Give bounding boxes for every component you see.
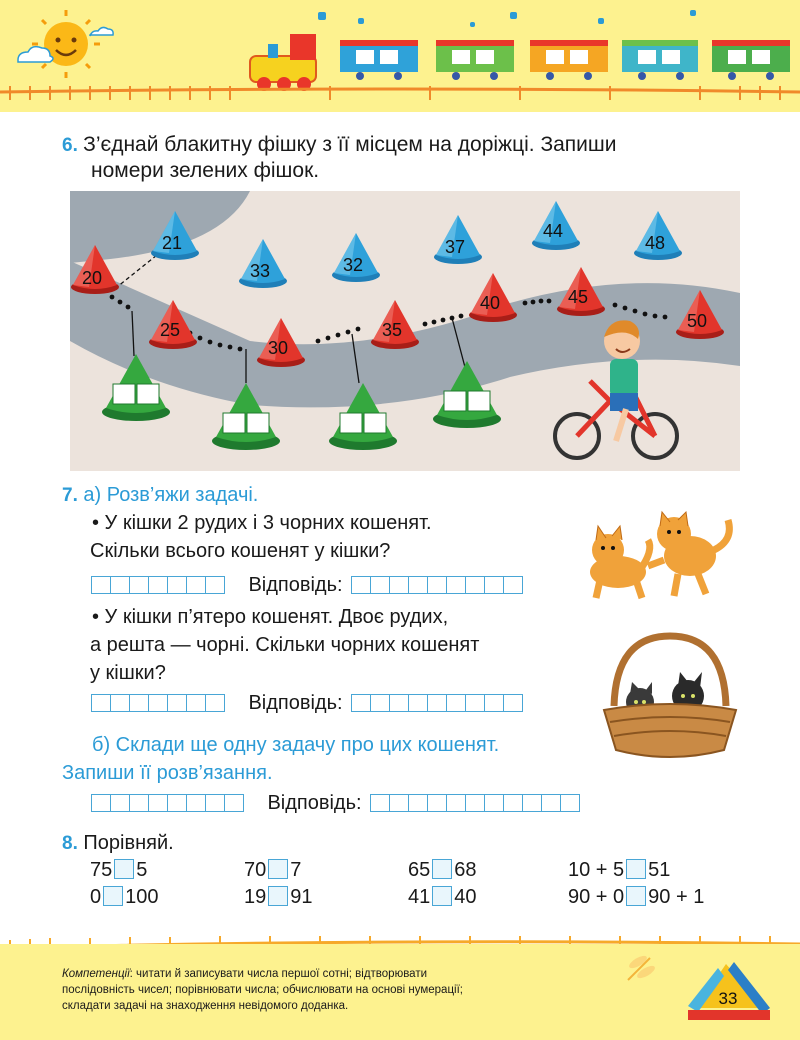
train-icon [250, 34, 790, 91]
blue-chip-label: 37 [445, 237, 466, 257]
problem3-answer-row [91, 792, 579, 815]
red-chip-label: 35 [382, 320, 403, 340]
compare-item: 90 + 0 90 + 1 [568, 886, 705, 908]
red-chip-label: 40 [480, 293, 501, 313]
task6-line2: номери зелених фішок. [91, 159, 320, 182]
task6-text [62, 132, 752, 158]
task6-line1: З’єднай блакитну фішку з її місцем на доріжці. Запиши [83, 133, 617, 156]
basket-with-black-kittens-icon [604, 636, 736, 757]
red-chip-label: 20 [82, 268, 103, 288]
problem1-line2: Скільки всього кошенят у кішки? [90, 540, 391, 562]
compare-item: 70 7 [244, 859, 302, 881]
ginger-kitten-icon [648, 512, 729, 596]
answer-label: Відповідь: [267, 792, 362, 814]
compare-item: 65 68 [408, 859, 477, 881]
task7-b-line2: Запиши її розв’язання. [62, 762, 273, 784]
task7-a-label: а) Розв’яжи задачі. [83, 484, 259, 506]
red-chip-label: 45 [568, 287, 589, 307]
compare-box[interactable] [626, 886, 646, 906]
compare-box[interactable] [103, 886, 123, 906]
page-number: 33 [718, 989, 738, 1008]
problem1-line1: • У кішки 2 рудих і 3 чорних кошенят. [92, 512, 432, 534]
solution-cells[interactable] [91, 576, 224, 594]
kittens-illustration [578, 510, 740, 610]
problem2-line3: у кішки? [90, 662, 166, 684]
answer-cells[interactable] [351, 694, 522, 712]
blue-chip-label: 48 [645, 233, 666, 253]
compare-item: 75 5 [90, 859, 148, 881]
header-illustration [0, 0, 800, 112]
task8-number: 8. [62, 833, 78, 854]
problem2-line2: а решта — чорні. Скільки чорних кошенят [90, 634, 480, 656]
blue-chip-label: 33 [250, 261, 271, 281]
basket-illustration [596, 626, 744, 766]
track-illustration [70, 191, 740, 471]
task8-heading [62, 832, 174, 855]
task7-b-line1: б) Склади ще одну задачу про цих кошенят. [92, 734, 500, 756]
problem2-answer-row [91, 692, 522, 715]
compare-box[interactable] [268, 859, 288, 879]
red-chip-label: 25 [160, 320, 181, 340]
compare-box[interactable] [432, 886, 452, 906]
answer-label: Відповідь: [248, 574, 343, 596]
answer-cells[interactable] [351, 576, 522, 594]
blue-chip-label: 21 [162, 233, 183, 253]
compare-box[interactable] [626, 859, 646, 879]
red-chip-label: 30 [268, 338, 289, 358]
compare-item: 19 91 [244, 886, 313, 908]
answer-cells[interactable] [370, 794, 579, 812]
blue-chip-label: 44 [543, 221, 564, 241]
dragonfly-icon [620, 948, 660, 988]
decor-dots [318, 10, 696, 27]
header-banner [0, 0, 800, 112]
answer-label: Відповідь: [248, 692, 343, 714]
competencies-label: Компетенції [62, 968, 130, 980]
sun-icon [32, 10, 100, 78]
compare-item: 41 40 [408, 886, 477, 908]
blue-chip-label: 32 [343, 255, 364, 275]
task7-number: 7. [62, 485, 78, 506]
task8-title: Порівняй. [83, 832, 174, 854]
compare-box[interactable] [268, 886, 288, 906]
solution-cells[interactable] [91, 694, 224, 712]
competencies-text: Компетенції: читати й записувати числа першої сотні; відтворювати послідовність чисел; порівнювати числа; обчислювати на основі нумерації; складати задачі на знаходження невідомого доданка. [62, 968, 463, 1012]
red-chip-label: 50 [687, 311, 708, 331]
page-number-badge [684, 958, 774, 1022]
task7-heading [62, 484, 258, 507]
problem1-answer-row [91, 574, 522, 597]
compare-item: 0 100 [90, 886, 159, 908]
task6-number: 6. [62, 135, 78, 156]
solution-cells[interactable] [91, 794, 243, 812]
compare-box[interactable] [432, 859, 452, 879]
ginger-kitten-icon [590, 526, 650, 598]
compare-box[interactable] [114, 859, 134, 879]
compare-item: 10 + 5 51 [568, 859, 671, 881]
problem2-line1: • У кішки п’ятеро кошенят. Двоє рудих, [92, 606, 449, 628]
